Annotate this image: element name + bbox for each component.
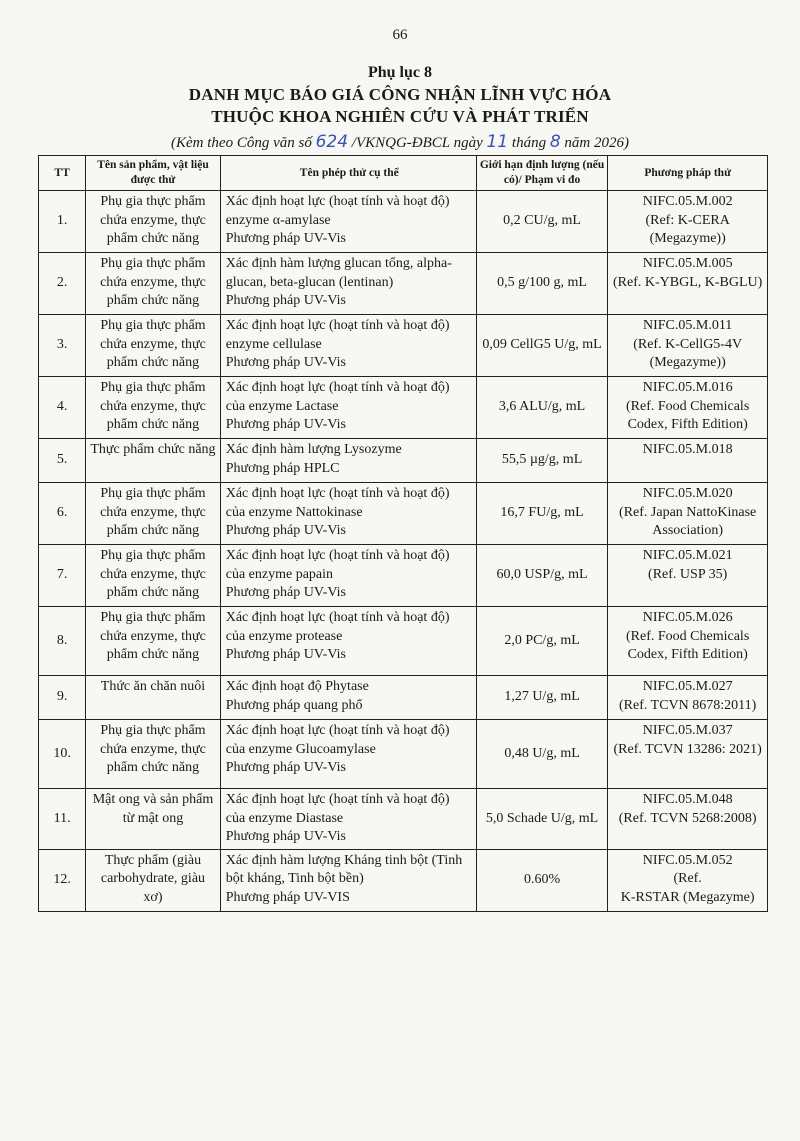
cell-method: NIFC.05.M.052 (Ref. K-RSTAR (Megazyme) — [608, 849, 768, 911]
cell-product: Phụ gia thực phẩm chứa enzyme, thực phẩm chức năng — [86, 607, 221, 676]
cell-limit: 0.60% — [476, 849, 608, 911]
cell-product: Phụ gia thực phẩm chứa enzyme, thực phẩm chức năng — [86, 191, 221, 253]
cell-method: NIFC.05.M.005 (Ref. K-YBGL, K-BGLU) — [608, 253, 768, 315]
cell-limit: 1,27 U/g, mL — [476, 676, 608, 720]
cell-tt: 9. — [39, 676, 86, 720]
cell-limit: 0,09 CellG5 U/g, mL — [476, 315, 608, 377]
cell-test: Xác định hàm lượng Kháng tinh bột (Tinh bột kháng, Tinh bột bền) Phương pháp UV-VIS — [220, 849, 476, 911]
cell-tt: 5. — [39, 439, 86, 483]
cell-product: Mật ong và sản phẩm từ mật ong — [86, 789, 221, 850]
cell-method: NIFC.05.M.037 (Ref. TCVN 13286: 2021) — [608, 720, 768, 789]
document-title-line-2: THUỘC KHOA NGHIÊN CỨU VÀ PHÁT TRIỂN — [211, 107, 589, 126]
cell-product: Phụ gia thực phẩm chứa enzyme, thực phẩm chức năng — [86, 720, 221, 789]
table-row — [39, 483, 768, 545]
cell-tt: 2. — [39, 253, 86, 315]
cell-test: Xác định hàm lượng glucan tổng, alpha-glucan, beta-glucan (lentinan) Phương pháp UV-Vis — [220, 253, 476, 315]
document-subtitle — [0, 132, 800, 152]
cell-test: Xác định hoạt lực (hoạt tính và hoạt độ) của enzyme Glucoamylase Phương pháp UV-Vis — [220, 720, 476, 789]
cell-limit: 0,48 U/g, mL — [476, 720, 608, 789]
cell-method: NIFC.05.M.011 (Ref. K-CellG5-4V (Megazyme)) — [608, 315, 768, 377]
cell-product: Phụ gia thực phẩm chứa enzyme, thực phẩm chức năng — [86, 545, 221, 607]
cell-limit: 0,2 CU/g, mL — [476, 191, 608, 253]
subtitle-mid-1: /VKNQG-ĐBCL ngày — [348, 135, 487, 151]
cell-tt: 6. — [39, 483, 86, 545]
cell-method: NIFC.05.M.020 (Ref. Japan NattoKinase Association) — [608, 483, 768, 545]
cell-test: Xác định hoạt lực (hoạt tính và hoạt độ) của enzyme Diastase Phương pháp UV-Vis — [220, 789, 476, 850]
cell-limit: 55,5 µg/g, mL — [476, 439, 608, 483]
cell-product: Phụ gia thực phẩm chứa enzyme, thực phẩm chức năng — [86, 483, 221, 545]
cell-limit: 3,6 ALU/g, mL — [476, 377, 608, 439]
handwritten-month: 8 — [549, 132, 561, 152]
table-row — [39, 315, 768, 377]
cell-method: NIFC.05.M.026 (Ref. Food Chemicals Codex, Fifth Edition) — [608, 607, 768, 676]
test-catalog-table — [38, 155, 768, 912]
cell-tt: 8. — [39, 607, 86, 676]
table-row — [39, 676, 768, 720]
table-row — [39, 191, 768, 253]
cell-limit: 0,5 g/100 g, mL — [476, 253, 608, 315]
cell-product: Thực phẩm (giàu carbohydrate, giàu xơ) — [86, 849, 221, 911]
cell-product: Thực phẩm chức năng — [86, 439, 221, 483]
handwritten-dispatch-number: 624 — [315, 132, 349, 152]
subtitle-prefix: (Kèm theo Công văn số — [171, 135, 316, 151]
cell-test: Xác định hoạt lực (hoạt tính và hoạt độ) của enzyme papain Phương pháp UV-Vis — [220, 545, 476, 607]
cell-test: Xác định hoạt độ Phytase Phương pháp quang phổ — [220, 676, 476, 720]
cell-test: Xác định hoạt lực (hoạt tính và hoạt độ) của enzyme protease Phương pháp UV-Vis — [220, 607, 476, 676]
appendix-label: Phụ lục 8 — [367, 64, 432, 81]
cell-product: Phụ gia thực phẩm chứa enzyme, thực phẩm chức năng — [86, 253, 221, 315]
document-title-line-1: DANH MỤC BÁO GIÁ CÔNG NHẬN LĨNH VỰC HÓA — [188, 85, 612, 104]
cell-limit: 16,7 FU/g, mL — [476, 483, 608, 545]
cell-method: NIFC.05.M.021 (Ref. USP 35) — [608, 545, 768, 607]
cell-test: Xác định hoạt lực (hoạt tính và hoạt độ) enzyme α-amylase Phương pháp UV-Vis — [220, 191, 476, 253]
cell-tt: 11. — [39, 789, 86, 850]
subtitle-mid-2: tháng — [508, 135, 550, 151]
header-limit: Giới hạn định lượng (nếu có)/ Phạm vi đo — [476, 156, 608, 191]
header-product: Tên sản phẩm, vật liệu được thử — [86, 156, 221, 191]
header-tt: TT — [39, 156, 86, 191]
table-row — [39, 377, 768, 439]
cell-test: Xác định hoạt lực (hoạt tính và hoạt độ) của enzyme Nattokinase Phương pháp UV-Vis — [220, 483, 476, 545]
cell-method: NIFC.05.M.002 (Ref: K-CERA (Megazyme)) — [608, 191, 768, 253]
cell-method: NIFC.05.M.018 — [608, 439, 768, 483]
header-test: Tên phép thử cụ thể — [220, 156, 476, 191]
cell-product: Phụ gia thực phẩm chứa enzyme, thực phẩm chức năng — [86, 377, 221, 439]
cell-limit: 5,0 Schade U/g, mL — [476, 789, 608, 850]
table-row — [39, 849, 768, 911]
cell-test: Xác định hàm lượng Lysozyme Phương pháp HPLC — [220, 439, 476, 483]
cell-test: Xác định hoạt lực (hoạt tính và hoạt độ) của enzyme Lactase Phương pháp UV-Vis — [220, 377, 476, 439]
cell-method: NIFC.05.M.048 (Ref. TCVN 5268:2008) — [608, 789, 768, 850]
cell-limit: 2,0 PC/g, mL — [476, 607, 608, 676]
cell-tt: 10. — [39, 720, 86, 789]
subtitle-suffix: năm 2026) — [560, 135, 629, 151]
table-row — [39, 253, 768, 315]
cell-tt: 3. — [39, 315, 86, 377]
table-row — [39, 545, 768, 607]
cell-tt: 4. — [39, 377, 86, 439]
cell-tt: 1. — [39, 191, 86, 253]
table-row — [39, 789, 768, 850]
table-header-row — [39, 156, 768, 191]
header-method: Phương pháp thử — [608, 156, 768, 191]
table-row — [39, 607, 768, 676]
cell-limit: 60,0 USP/g, mL — [476, 545, 608, 607]
page-number: 66 — [392, 27, 408, 43]
table-row — [39, 439, 768, 483]
cell-method: NIFC.05.M.027 (Ref. TCVN 8678:2011) — [608, 676, 768, 720]
table-row — [39, 720, 768, 789]
cell-test: Xác định hoạt lực (hoạt tính và hoạt độ) enzyme cellulase Phương pháp UV-Vis — [220, 315, 476, 377]
cell-method: NIFC.05.M.016 (Ref. Food Chemicals Codex, Fifth Edition) — [608, 377, 768, 439]
cell-tt: 7. — [39, 545, 86, 607]
cell-product: Thức ăn chăn nuôi — [86, 676, 221, 720]
cell-product: Phụ gia thực phẩm chứa enzyme, thực phẩm chức năng — [86, 315, 221, 377]
table-body — [39, 191, 768, 912]
cell-tt: 12. — [39, 849, 86, 911]
handwritten-day: 11 — [486, 132, 509, 152]
